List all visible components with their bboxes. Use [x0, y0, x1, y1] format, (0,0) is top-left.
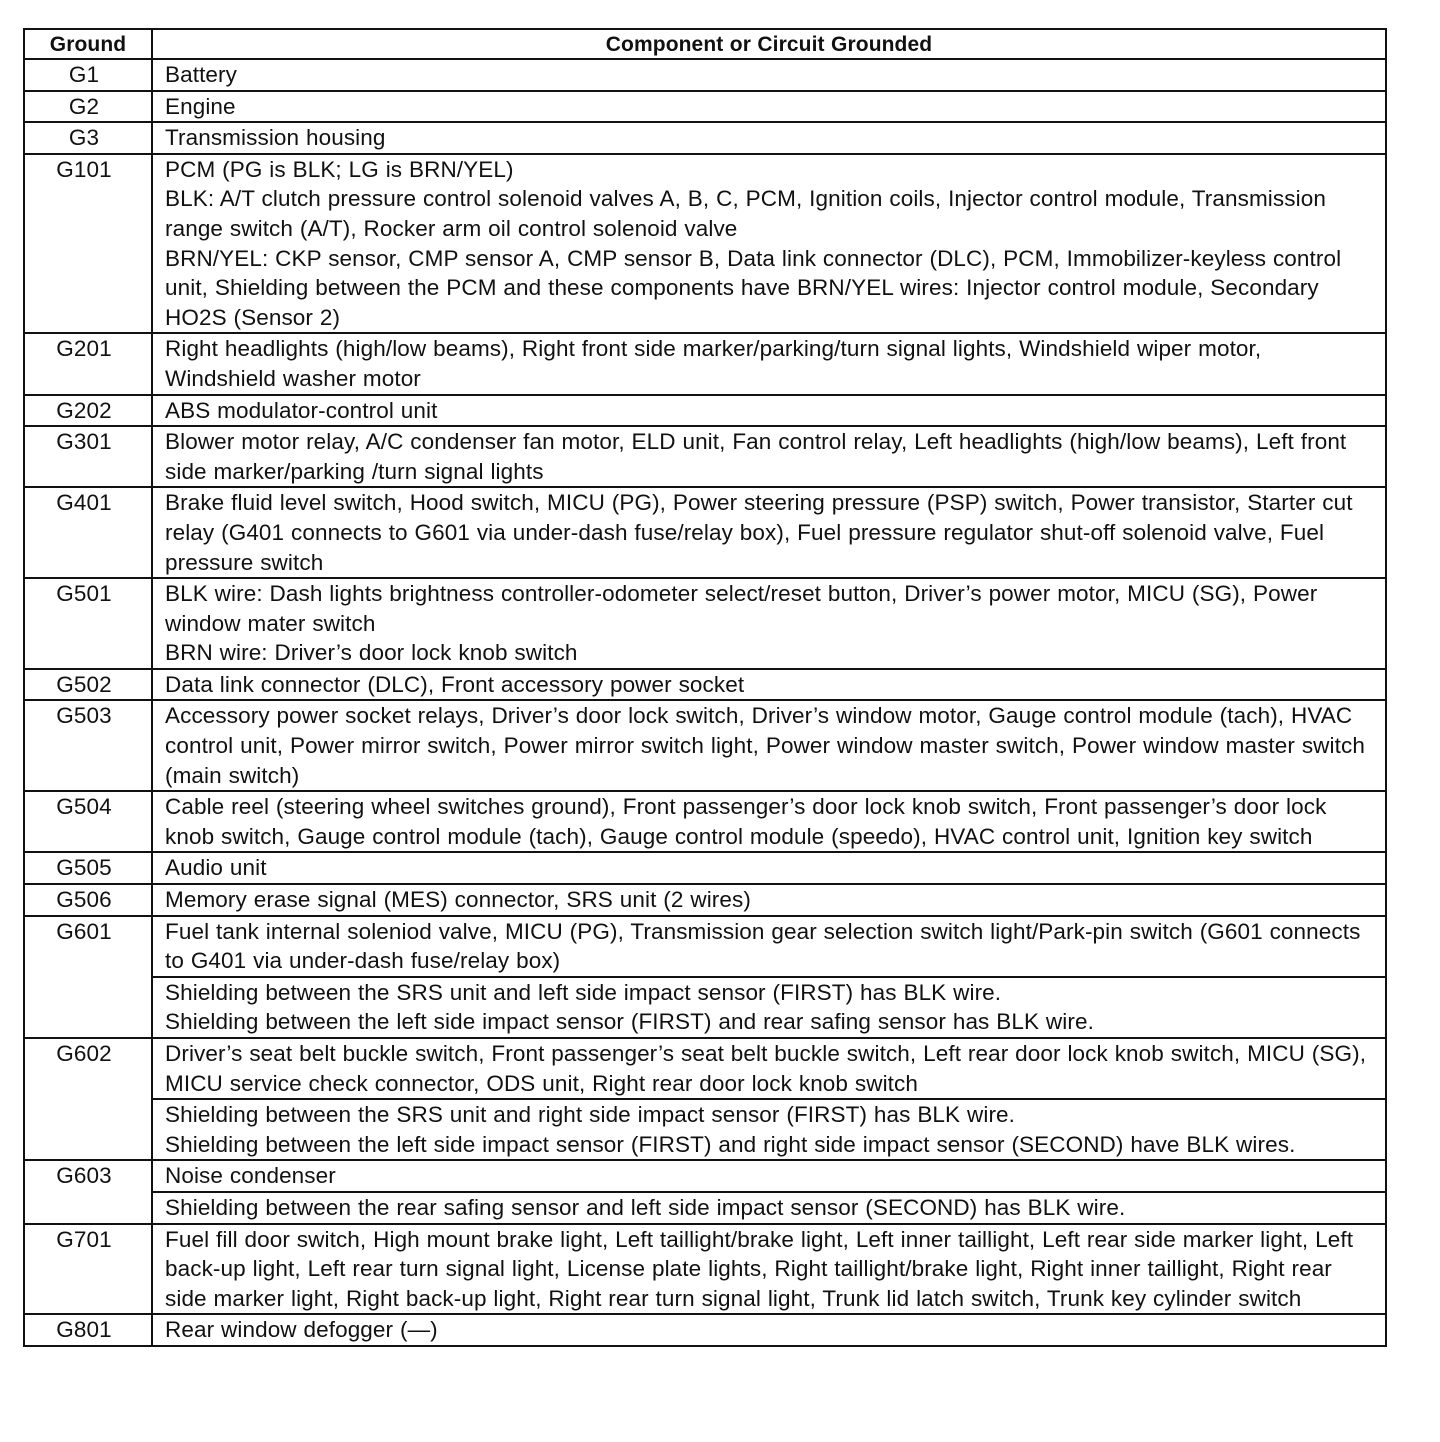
component-text: Cable reel (steering wheel switches ground), Front passenger’s door lock knob switch, Front passenger’s door lock knob switch, Gauge control module (tach), Gauge control module (speedo), HVAC control unit, Ignition key switch	[165, 794, 1327, 849]
table-row	[24, 884, 1386, 916]
component-group	[165, 60, 1375, 90]
component-text: Shielding between the left side impact sensor (FIRST) and rear safing sensor has BLK wire.	[165, 1009, 1094, 1035]
component-cell	[152, 852, 1386, 884]
component-group	[153, 1191, 1385, 1223]
table-row	[24, 154, 1386, 334]
header-component: Component or Circuit Grounded	[152, 29, 1386, 59]
component-group	[165, 334, 1375, 393]
component-group	[165, 488, 1375, 577]
component-cell	[152, 426, 1386, 487]
component-text: Driver’s seat belt buckle switch, Front passenger’s seat belt buckle switch, Left rear door lock knob switch, MICU (SG), MICU service check connector, ODS unit, Right rear door lock knob switch	[165, 1041, 1367, 1096]
table-row	[24, 1038, 1386, 1160]
component-group	[165, 92, 1375, 122]
component-text: Fuel tank internal soleniod valve, MICU (PG), Transmission gear selection switch light/Park-pin switch (G601 connects to G401 via under-dash fuse/relay box)	[165, 918, 1361, 974]
table-row	[24, 916, 1386, 1038]
component-group	[165, 701, 1375, 790]
table-row	[24, 852, 1386, 884]
table-row	[24, 700, 1386, 791]
component-text: Accessory power socket relays, Driver’s door lock switch, Driver’s window motor, Gauge control module (tach), HVAC control unit, Power mirror switch, Power mirror switch light, Power window master switch, Power window master switch (main switch)	[165, 703, 1365, 788]
table-row	[24, 395, 1386, 427]
table-row	[24, 1224, 1386, 1315]
component-text: Engine	[165, 93, 236, 119]
table-row	[24, 1160, 1386, 1223]
ground-id-cell: G201	[24, 333, 152, 394]
component-cell	[152, 487, 1386, 578]
component-text: Shielding between the rear safing sensor and left side impact sensor (SECOND) has BLK wire.	[165, 1194, 1126, 1220]
component-cell	[152, 333, 1386, 394]
ground-id-cell: G301	[24, 426, 152, 487]
component-group	[153, 976, 1385, 1037]
ground-id-cell: G601	[24, 916, 152, 1038]
table-row	[24, 1314, 1386, 1346]
ground-id-cell: G505	[24, 852, 152, 884]
component-cell	[152, 91, 1386, 123]
ground-table	[23, 28, 1387, 1347]
table-row	[24, 333, 1386, 394]
component-text: Memory erase signal (MES) connector, SRS unit (2 wires)	[165, 887, 751, 913]
component-group	[165, 792, 1375, 851]
component-cell	[152, 791, 1386, 852]
component-cell	[152, 1160, 1386, 1223]
component-group	[165, 396, 1375, 426]
component-cell	[152, 578, 1386, 669]
ground-id-cell: G503	[24, 700, 152, 791]
component-group	[165, 579, 1375, 668]
component-text: Audio unit	[165, 855, 267, 881]
table-row	[24, 59, 1386, 91]
component-text: Rear window defogger (—)	[165, 1317, 438, 1343]
ground-table-sheet	[23, 28, 1387, 1347]
table-row	[24, 122, 1386, 154]
component-group	[165, 123, 1375, 153]
table-body	[24, 59, 1386, 1346]
component-cell	[152, 916, 1386, 1038]
ground-id-cell: G603	[24, 1160, 152, 1223]
component-cell	[152, 1224, 1386, 1315]
component-group	[165, 853, 1375, 883]
ground-id-cell: G801	[24, 1314, 152, 1346]
component-group	[165, 1039, 1375, 1098]
table-row	[24, 426, 1386, 487]
component-text: Noise condenser	[165, 1163, 336, 1189]
header-ground: Ground	[24, 29, 152, 59]
table-row	[24, 669, 1386, 701]
table-header-row	[24, 29, 1386, 59]
component-group	[165, 670, 1375, 700]
component-group	[165, 1315, 1375, 1345]
component-text: Shielding between the SRS unit and left side impact sensor (FIRST) has BLK wire.	[165, 979, 1002, 1005]
component-group	[165, 427, 1375, 486]
ground-id-cell: G3	[24, 122, 152, 154]
component-text: BLK wire: Dash lights brightness controller-odometer select/reset button, Driver’s power motor, MICU (SG), Power window mater switch	[165, 581, 1318, 636]
component-cell	[152, 1314, 1386, 1346]
component-group	[165, 1161, 1375, 1191]
ground-id-cell: G401	[24, 487, 152, 578]
component-group	[165, 155, 1375, 333]
ground-id-cell: G2	[24, 91, 152, 123]
component-cell	[152, 154, 1386, 334]
ground-id-cell: G101	[24, 154, 152, 334]
ground-id-cell: G701	[24, 1224, 152, 1315]
component-text: BLK: A/T clutch pressure control solenoid valves A, B, C, PCM, Ignition coils, Injector control module, Transmission range switch (A/T), Rocker arm oil control solenoid valve	[165, 186, 1326, 241]
component-text: BRN/YEL: CKP sensor, CMP sensor A, CMP sensor B, Data link connector (DLC), PCM, Immobilizer-keyless control unit, Shielding between the PCM and these components have BRN/YEL wires: Injector control module, Secondary HO2S (Sensor 2)	[165, 245, 1342, 330]
component-text: Transmission housing	[165, 125, 386, 151]
table-row	[24, 91, 1386, 123]
component-text: Right headlights (high/low beams), Right front side marker/parking/turn signal lights, Windshield wiper motor, Windshield washer motor	[165, 336, 1262, 391]
ground-id-cell: G502	[24, 669, 152, 701]
component-group	[153, 1098, 1385, 1159]
component-cell	[152, 1038, 1386, 1160]
component-group	[165, 917, 1375, 976]
ground-id-cell: G602	[24, 1038, 152, 1160]
component-cell	[152, 59, 1386, 91]
component-text: ABS modulator-control unit	[165, 397, 438, 423]
ground-id-cell: G1	[24, 59, 152, 91]
component-text: Shielding between the SRS unit and right side impact sensor (FIRST) has BLK wire.	[165, 1102, 1015, 1128]
component-cell	[152, 395, 1386, 427]
component-cell	[152, 884, 1386, 916]
component-text: PCM (PG is BLK; LG is BRN/YEL)	[165, 156, 514, 182]
component-cell	[152, 122, 1386, 154]
component-text: Fuel fill door switch, High mount brake light, Left taillight/brake light, Left inner taillight, Left rear side marker light, Left back-up light, Left rear turn signal light, License plate lights, Right taillight/brake light, Right inner taillight, Right rear side marker light, Right back-up light, Right rear turn signal light, Trunk lid latch switch, Trunk key cylinder switch	[165, 1226, 1354, 1311]
component-cell	[152, 700, 1386, 791]
component-text: Blower motor relay, A/C condenser fan motor, ELD unit, Fan control relay, Left headlights (high/low beams), Left front side marker/parking /turn signal lights	[165, 429, 1347, 484]
component-text: Shielding between the left side impact sensor (FIRST) and right side impact sensor (SECOND) have BLK wires.	[165, 1131, 1296, 1157]
table-row	[24, 578, 1386, 669]
component-text: BRN wire: Driver’s door lock knob switch	[165, 640, 578, 666]
component-text: Data link connector (DLC), Front accessory power socket	[165, 671, 745, 697]
component-text: Battery	[165, 62, 237, 87]
ground-id-cell: G504	[24, 791, 152, 852]
ground-id-cell: G202	[24, 395, 152, 427]
table-row	[24, 791, 1386, 852]
component-group	[165, 1225, 1375, 1314]
component-text: Brake fluid level switch, Hood switch, MICU (PG), Power steering pressure (PSP) switch, Power transistor, Starter cut relay (G401 connects to G601 via under-dash fuse/relay box), Fuel pressure regulator shut-off solenoid valve, Fuel pressure switch	[165, 490, 1353, 575]
ground-id-cell: G506	[24, 884, 152, 916]
ground-id-cell: G501	[24, 578, 152, 669]
table-row	[24, 487, 1386, 578]
component-cell	[152, 669, 1386, 701]
component-group	[165, 885, 1375, 915]
